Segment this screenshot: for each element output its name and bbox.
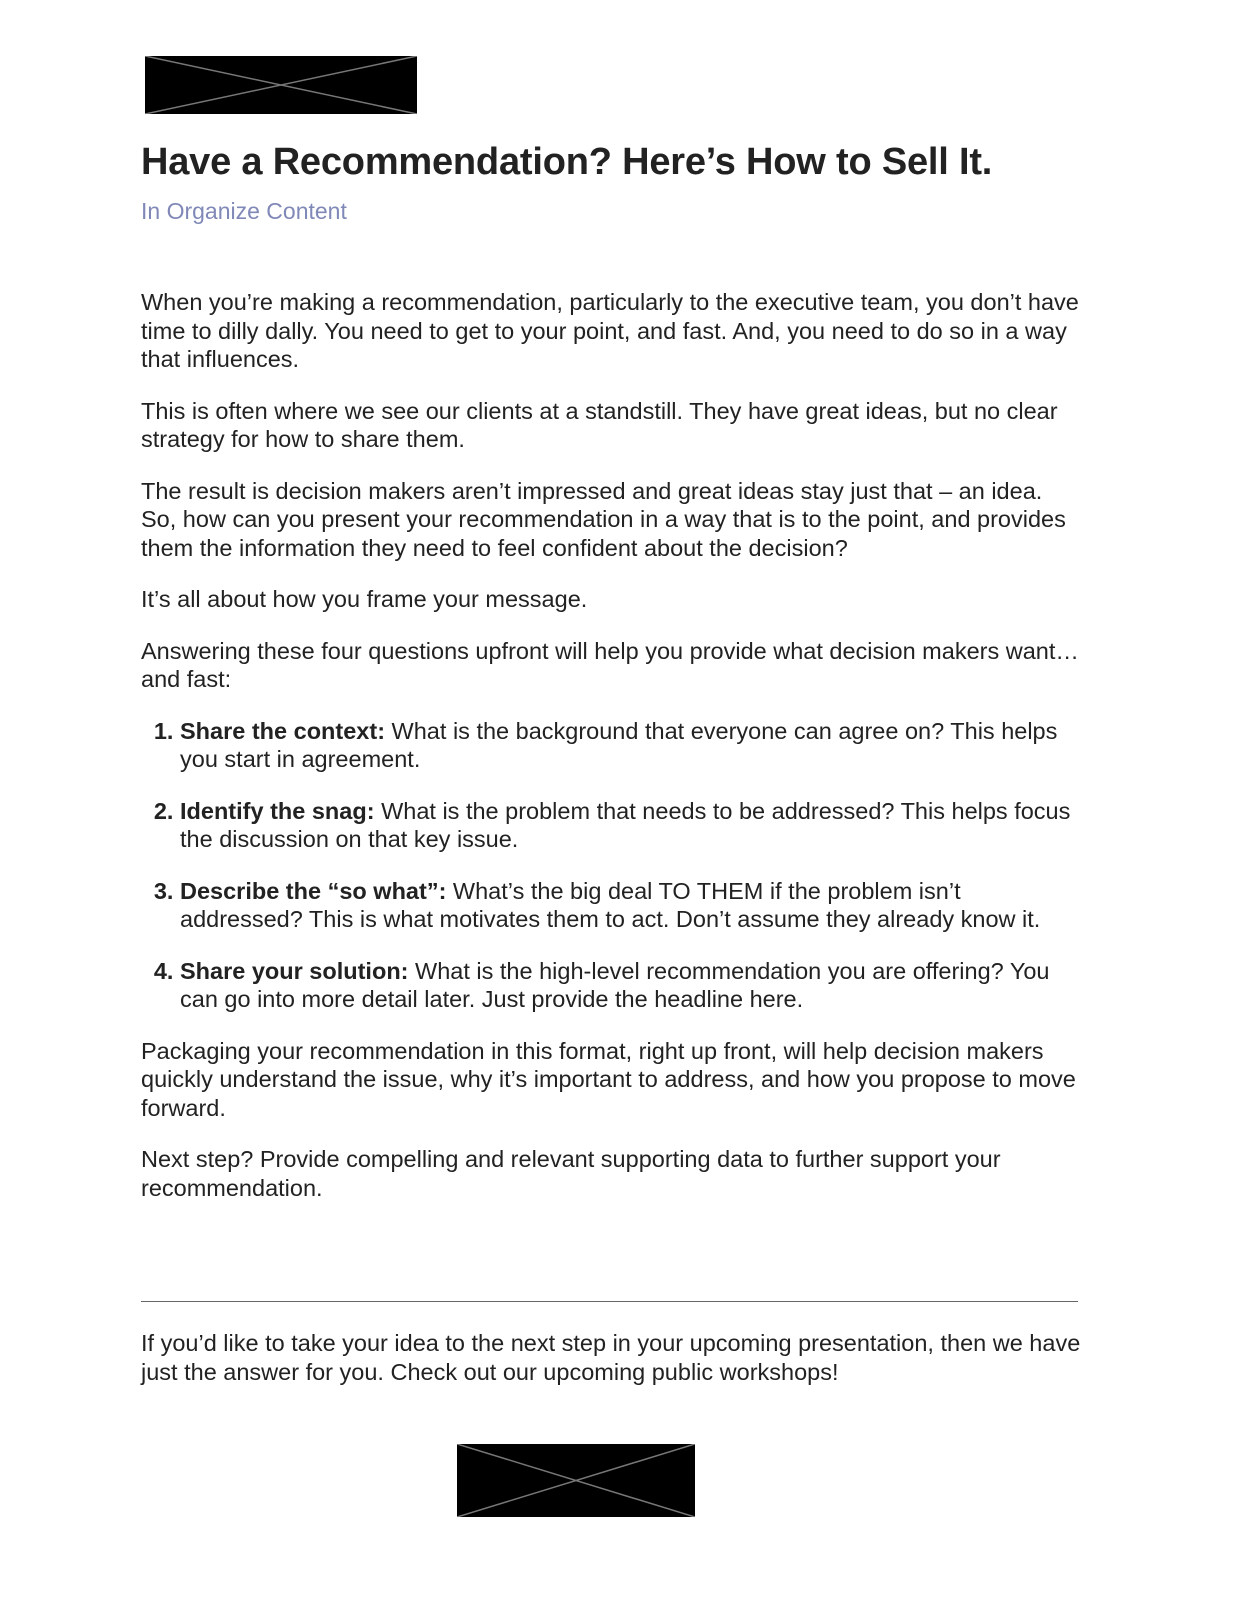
step-text: What’s the big deal TO THEM if the problem isn’t addressed? This is what motivates them to act. Don’t assume they already know it. bbox=[180, 877, 1041, 932]
step-text: What is the high-level recommendation you are offering? You can go into more detail later. Just provide the headline here. bbox=[180, 957, 1050, 1012]
list-item bbox=[180, 797, 1081, 854]
list-item bbox=[180, 717, 1081, 774]
footer-cta bbox=[141, 1329, 1081, 1386]
intro-paragraph: It’s all about how you frame your message. bbox=[141, 586, 588, 612]
article-body bbox=[141, 288, 1081, 1225]
article-title: Have a Recommendation? Here’s How to Sell It. bbox=[141, 141, 993, 183]
step-text: What is the background that everyone can agree on? This helps you start in agreement. bbox=[180, 717, 1058, 772]
list-item bbox=[180, 877, 1081, 934]
section-divider bbox=[141, 1301, 1078, 1302]
step-label: Share the context: bbox=[180, 717, 386, 744]
step-label: Describe the “so what”: bbox=[180, 877, 447, 904]
outro-paragraph: Next step? Provide compelling and relevant supporting data to further support your recommendation. bbox=[141, 1146, 1001, 1201]
intro-paragraph: The result is decision makers aren’t impressed and great ideas stay just that – an idea. So, how can you present your recommendation in a way that is to the point, and provides them the information they need to feel confident about the decision? bbox=[141, 477, 1066, 561]
step-label: Share your solution: bbox=[180, 957, 409, 984]
intro-paragraph: Answering these four questions upfront will help you provide what decision makers want…and fast: bbox=[141, 637, 1079, 692]
article-category bbox=[141, 198, 347, 225]
category-prefix: In bbox=[141, 198, 161, 224]
step-text: What is the problem that needs to be addressed? This helps focus the discussion on that key issue. bbox=[180, 797, 1071, 852]
footer-banner-image[interactable] bbox=[457, 1444, 695, 1517]
cta-paragraph: If you’d like to take your idea to the next step in your upcoming presentation, then we have just the answer for you. Check out our upcoming public workshops! bbox=[141, 1330, 1081, 1385]
header-logo-image[interactable] bbox=[145, 56, 417, 114]
intro-paragraph: This is often where we see our clients at a standstill. They have great ideas, but no clear strategy for how to share them. bbox=[141, 397, 1058, 452]
outro-paragraph: Packaging your recommendation in this format, right up front, will help decision makers quickly understand the issue, why it’s important to address, and how you propose to move forward. bbox=[141, 1037, 1076, 1121]
steps-list bbox=[141, 717, 1081, 1014]
intro-paragraph: When you’re making a recommendation, particularly to the executive team, you don’t have time to dilly dally. You need to get to your point, and fast. And, you need to do so in a way that influences. bbox=[141, 289, 1079, 372]
broken-image-icon bbox=[145, 56, 417, 114]
list-item bbox=[180, 957, 1081, 1014]
step-label: Identify the snag: bbox=[180, 797, 375, 824]
category-link[interactable]: Organize Content bbox=[166, 198, 347, 224]
broken-image-icon bbox=[457, 1444, 695, 1517]
